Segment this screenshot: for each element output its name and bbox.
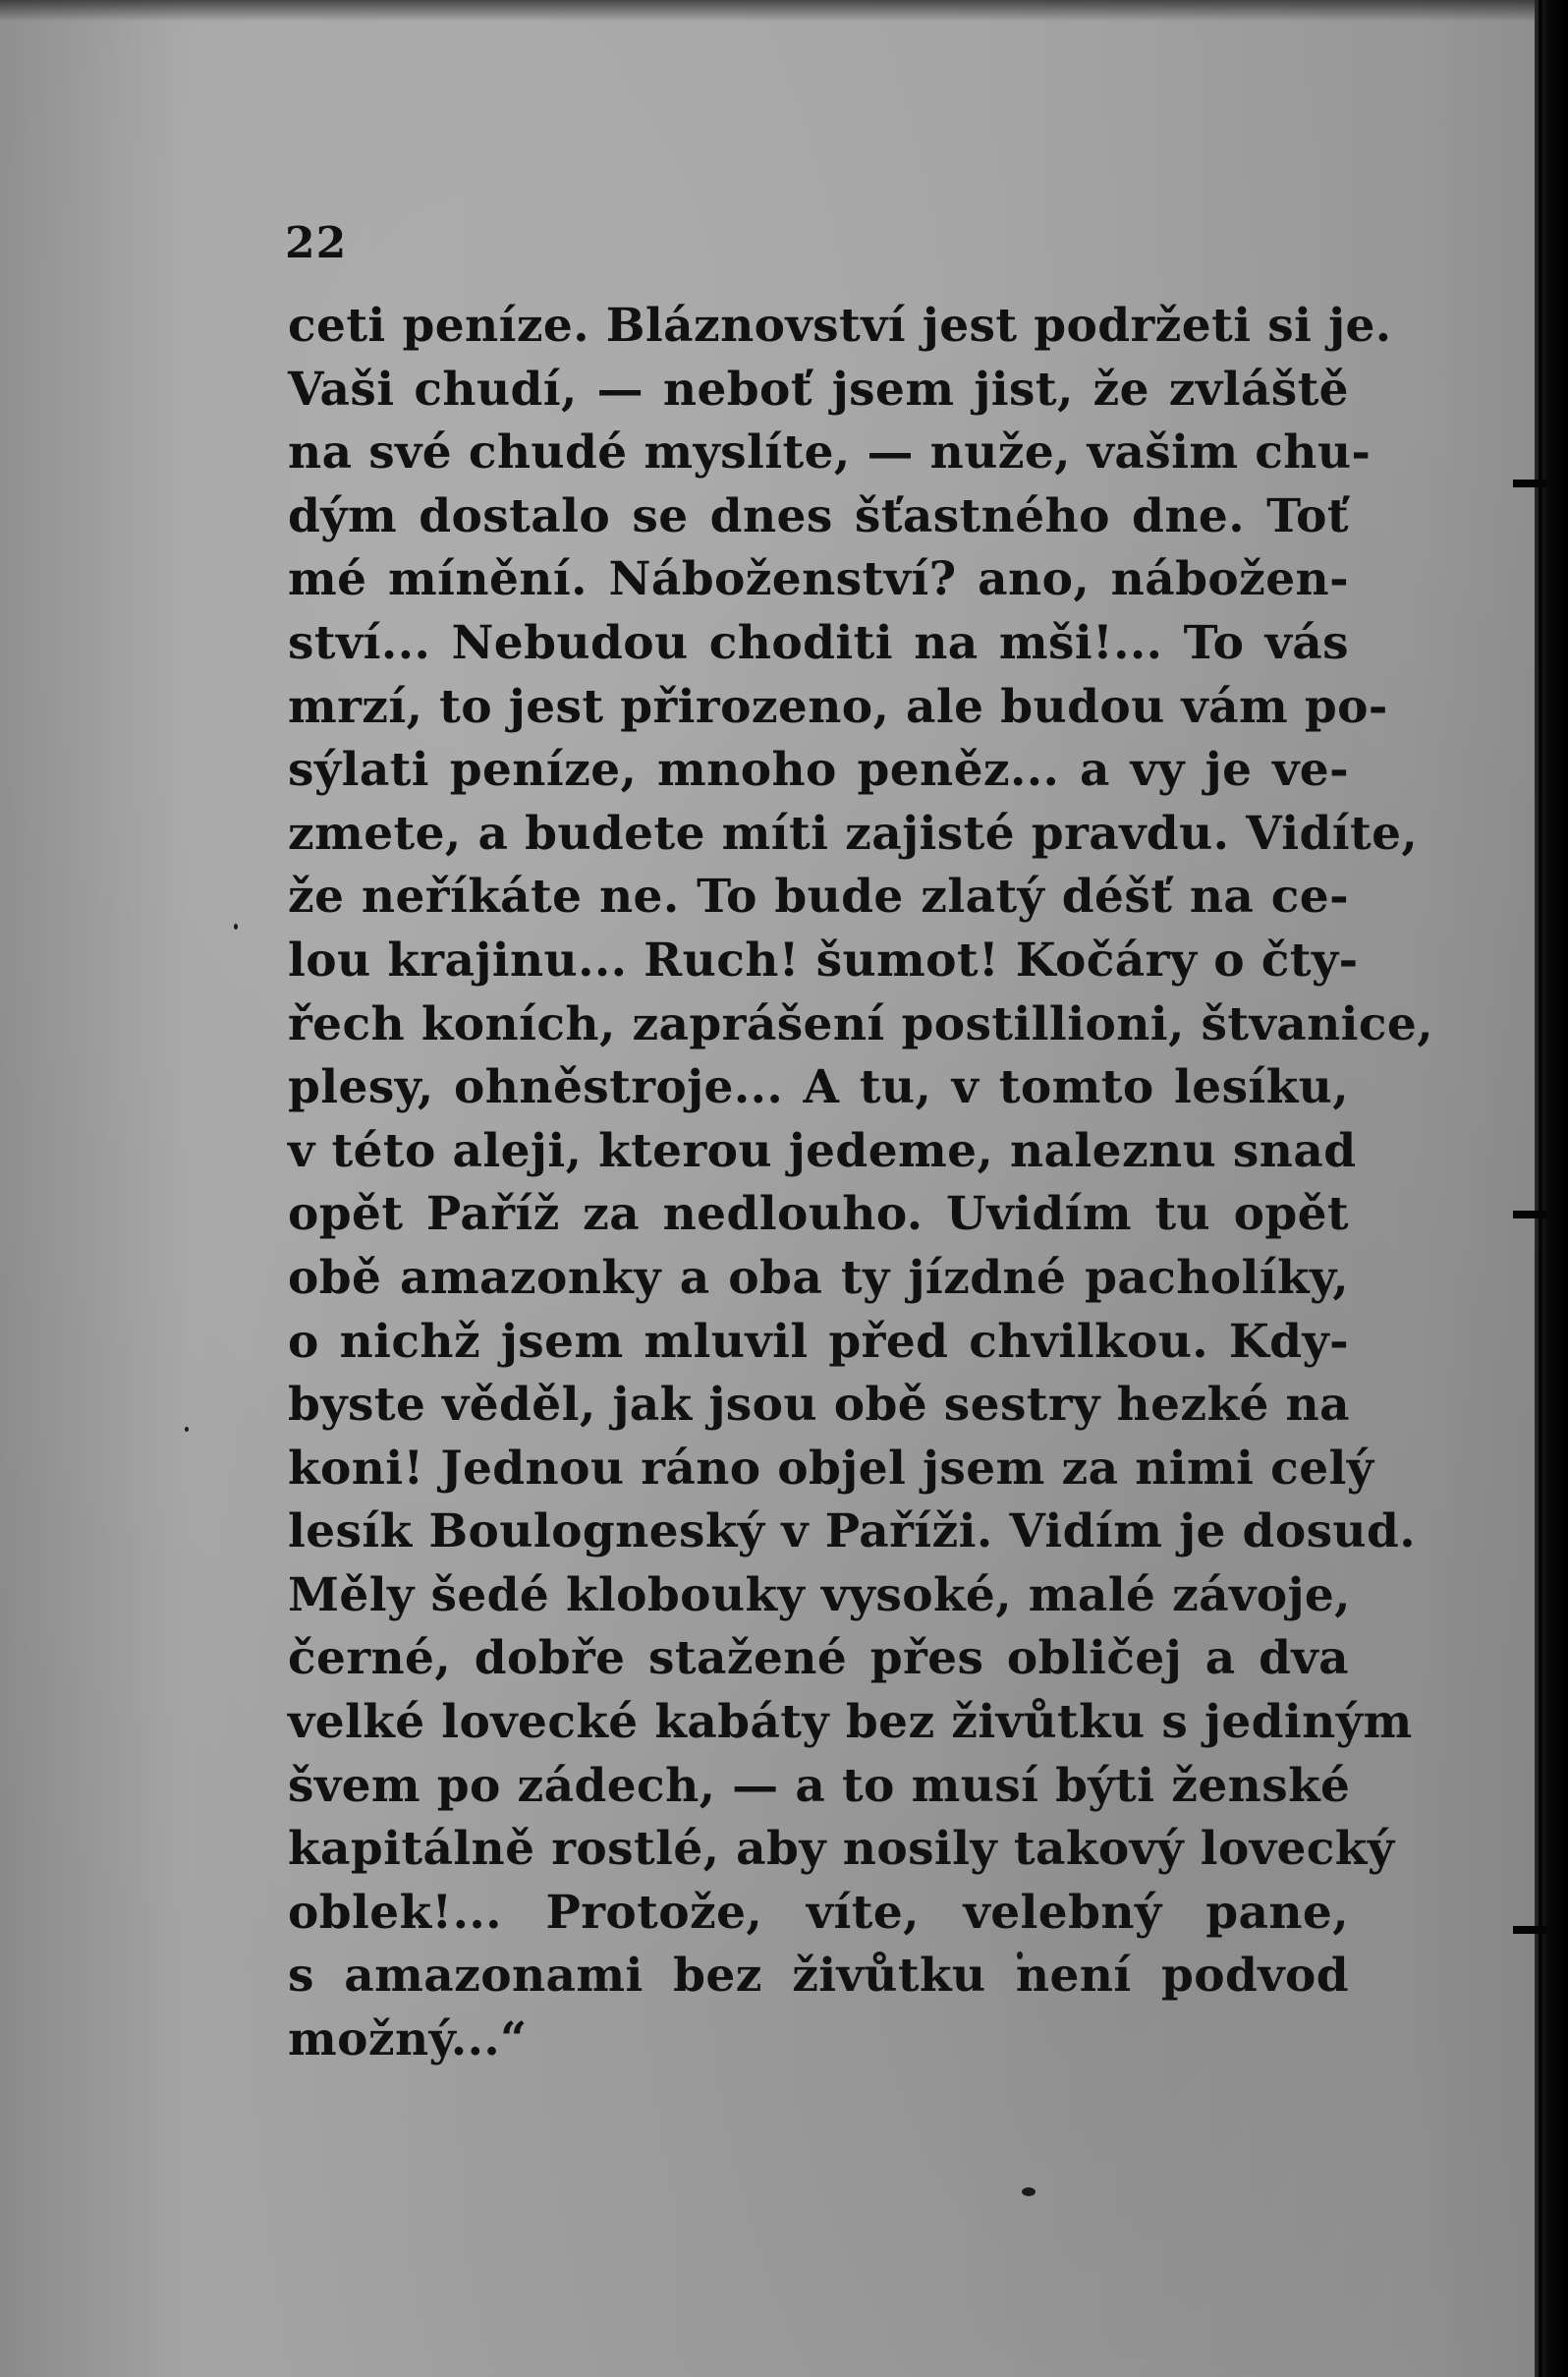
text-line: dým dostalo se dnes šťastného dne. Toť xyxy=(288,488,1349,543)
binding-mark xyxy=(1513,1211,1546,1218)
top-edge-shadow xyxy=(0,0,1535,22)
text-line: velké lovecké kabáty bez živůtku s jediným xyxy=(288,1695,1413,1750)
text-line: koni! Jednou ráno objel jsem za nimi celý xyxy=(288,1441,1374,1496)
text-line: sýlati peníze, mnoho peněz... a vy je ve- xyxy=(288,743,1349,798)
text-line: kapitálně rostlé, aby nosily takový lovecký xyxy=(288,1822,1395,1877)
text-line: ceti peníze. Bláznovství jest podržeti si je. xyxy=(288,299,1392,353)
text-line: možný...“ xyxy=(288,2012,528,2067)
text-line: oblek!... Protože, víte, velebný pane, xyxy=(288,1885,1349,1940)
text-line: na své chudé myslíte, — nuže, vašim chu- xyxy=(288,425,1372,481)
text-line: mrzí, to jest přirozeno, ale budou vám po- xyxy=(288,679,1388,734)
text-line: obě amazonky a oba ty jízdné pacholíky, xyxy=(288,1250,1349,1305)
body-text xyxy=(288,295,1433,2072)
text-line: opět Paříž za nedlouho. Uvidím tu opět xyxy=(288,1187,1349,1242)
ink-speck xyxy=(185,1427,189,1432)
text-line: byste věděl, jak jsou obě sestry hezké na xyxy=(288,1378,1350,1433)
ink-speck xyxy=(1022,2187,1036,2196)
text-line: že neříkáte ne. To bude zlatý déšť na ce- xyxy=(288,870,1349,925)
text-line: mé mínění. Náboženství? ano, nábožen- xyxy=(288,552,1349,607)
binding-mark xyxy=(1513,1926,1546,1934)
text-line: lou krajinu... Ruch! šumot! Kočáry o čty- xyxy=(288,933,1359,988)
binding-edge-line xyxy=(1539,0,1542,2377)
text-line: v této aleji, kterou jedeme, naleznu snad xyxy=(288,1123,1357,1178)
text-line: plesy, ohněstroje... A tu, v tomto lesíku, xyxy=(288,1060,1349,1115)
ink-speck xyxy=(234,924,238,930)
text-line: lesík Boulogneský v Paříži. Vidím je dosud. xyxy=(288,1504,1417,1559)
text-line: ství... Nebudou choditi na mši!... To vás xyxy=(288,615,1349,670)
text-line: černé, dobře stažené přes obličej a dva xyxy=(288,1631,1349,1686)
text-line: zmete, a budete míti zajisté pravdu. Vidíte, xyxy=(288,806,1419,861)
text-line: o nichž jsem mluvil před chvilkou. Kdy- xyxy=(288,1314,1349,1369)
text-line: Měly šedé klobouky vysoké, malé závoje, xyxy=(288,1567,1351,1622)
text-line: Vaši chudí, — neboť jsem jist, že zvláště xyxy=(288,362,1349,417)
binding-mark xyxy=(1513,480,1546,487)
text-line: řech koních, zaprášení postillioni, štvanice, xyxy=(288,996,1433,1051)
text-line: švem po zádech, — a to musí býti ženské xyxy=(288,1758,1351,1813)
text-line: s amazonami bez živůtku není podvod xyxy=(288,1949,1349,2004)
page-number: 22 xyxy=(285,218,348,268)
